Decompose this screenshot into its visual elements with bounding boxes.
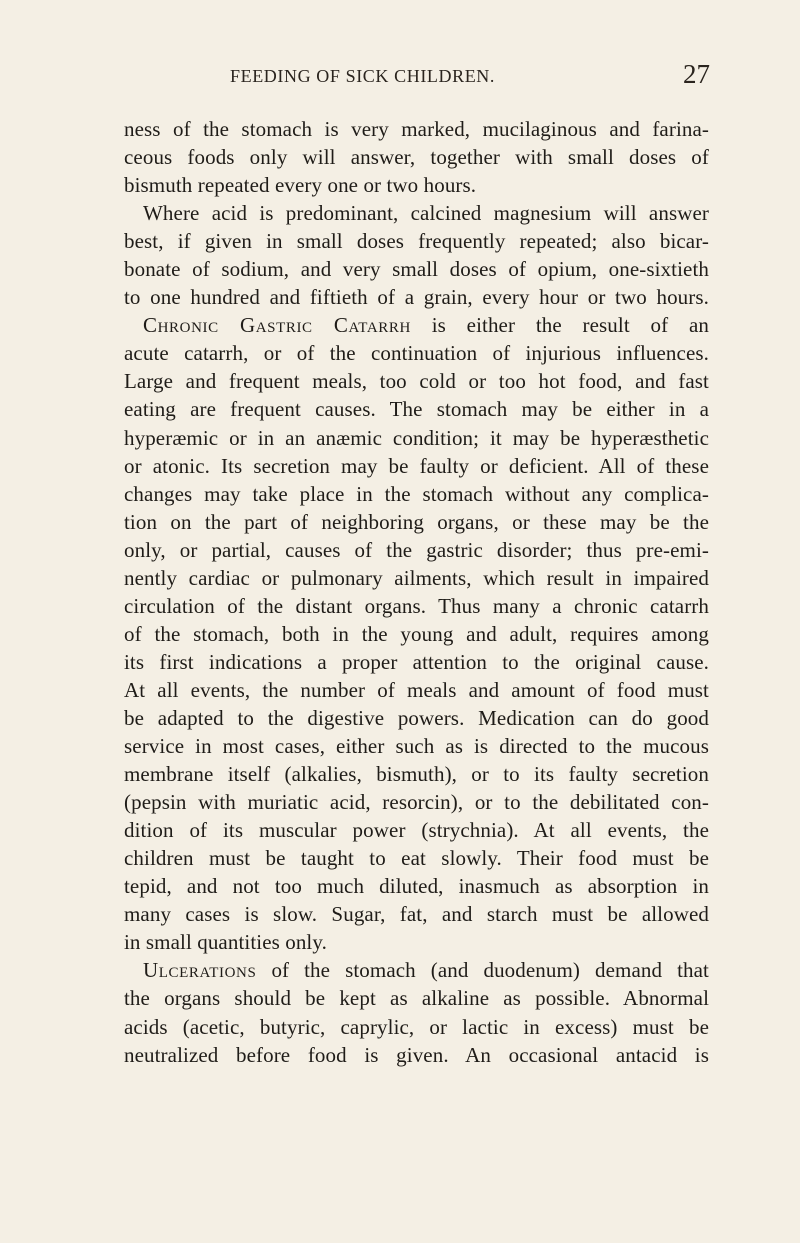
text-line: (pepsin with muriatic acid, resorcin), or to the debilitated con- xyxy=(124,790,709,815)
text-line: acute catarrh, or of the continuation of injurious influences. xyxy=(124,341,709,366)
text-line: bonate of sodium, and very small doses of opium, one-sixtieth xyxy=(124,257,709,282)
text-line: its first indications a proper attention to the original cause. xyxy=(124,649,709,674)
text-line-continuation: is either the result of an xyxy=(431,313,709,338)
text-line: in small quantities only. xyxy=(124,930,327,955)
text-line: Where acid is predominant, calcined magnesium will answer xyxy=(143,201,709,226)
text-line: nently cardiac or pulmonary ailments, which result in impaired xyxy=(124,565,709,590)
text-line: tion on the part of neighboring organs, or these may be the xyxy=(124,509,709,534)
text-line: hyperæmic or in an anæmic condition; it may be hyperæsthetic xyxy=(124,425,709,450)
page-number: 27 xyxy=(683,59,710,89)
text-line: only, or partial, causes of the gastric disorder; thus pre-emi- xyxy=(124,537,709,562)
text-line: ceous foods only will answer, together with small doses of xyxy=(124,145,709,170)
text-line: eating are frequent causes. The stomach may be either in a xyxy=(124,397,709,422)
running-head xyxy=(230,59,710,93)
text-line: to one hundred and fiftieth of a grain, every hour or two hours. xyxy=(124,285,709,310)
text-line: bismuth repeated every one or two hours. xyxy=(124,173,477,198)
text-line: or atonic. Its secretion may be faulty or deficient. All of these xyxy=(124,453,709,478)
text-line: At all events, the number of meals and amount of food must xyxy=(124,677,709,702)
running-title: FEEDING OF SICK CHILDREN. xyxy=(230,66,496,86)
body-text xyxy=(124,115,709,1069)
text-line xyxy=(124,311,709,339)
section-heading-chronic-gastric-catarrh: Chronic Gastric Catarrh xyxy=(143,313,411,338)
text-line: children must be taught to eat slowly. Their food must be xyxy=(124,846,709,871)
text-line: the organs should be kept as alkaline as possible. Abnormal xyxy=(124,986,709,1011)
text-line: dition of its muscular power (strychnia). At all events, the xyxy=(124,818,709,843)
section-heading-ulcerations: Ulcerations xyxy=(143,958,257,983)
text-line: tepid, and not too much diluted, inasmuch as absorption in xyxy=(124,874,709,899)
text-line: circulation of the distant organs. Thus many a chronic catarrh xyxy=(124,593,709,618)
text-line: acids (acetic, butyric, caprylic, or lactic in excess) must be xyxy=(124,1014,709,1039)
text-line: best, if given in small doses frequently repeated; also bicar- xyxy=(124,229,709,254)
text-line xyxy=(124,956,709,984)
text-line: be adapted to the digestive powers. Medication can do good xyxy=(124,705,709,730)
text-line: of the stomach, both in the young and adult, requires among xyxy=(124,621,709,646)
text-line: Large and frequent meals, too cold or too hot food, and fast xyxy=(124,369,709,394)
text-line: membrane itself (alkalies, bismuth), or to its faulty secretion xyxy=(124,762,709,787)
text-line: changes may take place in the stomach without any complica- xyxy=(124,481,709,506)
text-line: many cases is slow. Sugar, fat, and starch must be allowed xyxy=(124,902,709,927)
text-line-continuation: of the stomach (and duodenum) demand that xyxy=(271,958,709,983)
text-line: service in most cases, either such as is directed to the mucous xyxy=(124,734,709,759)
text-line: neutralized before food is given. An occasional antacid is xyxy=(124,1042,709,1067)
text-line: ness of the stomach is very marked, mucilaginous and farina- xyxy=(124,117,709,141)
